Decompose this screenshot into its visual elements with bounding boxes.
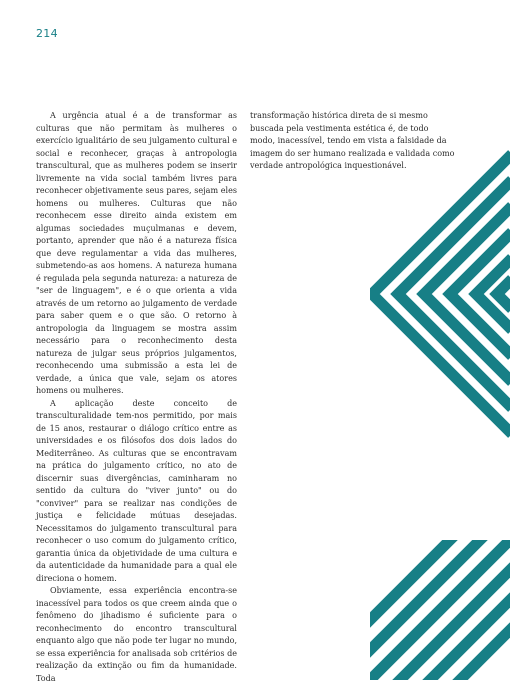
- paragraph-1: A urgência atual é a de transformar as culturas que não permitam às mulheres o exercício igualitário de seu julgamento cultural e social e reconhecer, graças à antropologia transcultural, que as mulheres podem se inserir livremente na vida social também livres para reconhecer objetivamente seus pares, sejam eles homens ou mulheres. Culturas que não reconhecem esse direito ainda existem em algumas sociedades muçulmanas e devem, portanto, aprender que não é a natureza física que deve regulamentar a vida das mulheres, submetendo-as aos homens. A natureza humana é regulada pela segunda natureza: a natureza de "ser de linguagem", e é o que orienta a vida através de um retorno ao julgamento de verdade para saber quem e o que são. O retorno à antropologia da linguagem se mostra assim necessário para o reconhecimento desta natureza de julgar seus próprios julgamentos, reconhecendo uma submissão a esta lei de verdade, a única que vale, sejam os atores homens ou mulheres.: [36, 111, 237, 395]
- paragraph-3: Obviamente, essa experiência encontra-se inacessível para todos os que creem ainda que o fenômeno do jihadismo é suficiente para o reconhecimento do encontro transcultural enquanto algo que não pode ter lugar no mundo, se essa experiência for analisada sob critérios de realização da extinção ou fim da humanidade. Toda: [36, 586, 237, 683]
- page-number: 214: [36, 27, 58, 40]
- paragraph-2: A aplicação deste conceito de transculturalidade tem-nos permitido, por mais de 15 anos, restaurar o diálogo crítico entre as universidades e os filósofos dos dois lados do Mediterrâneo. As culturas que se encontravam na prática do julgamento crítico, no ato de discernir suas divergências, caminharam no sentido da cultura do "viver junto" ou do "conviver" para se realizar nas condições de justiça e felicidade mútuas desejadas. Necessitamos do julgamento transcultural para reconhecer o uso comum do julgamento crítico, garantia única da objetividade de uma cultura e da autenticidade da humanidade para a qual ele direciona o homem.: [36, 398, 237, 583]
- paragraph-4: transformação histórica direta de si mesmo buscada pela vestimenta estética é, de todo modo, inacessível, tendo em vista a falsidade da imagem do ser humano realizada e validada como verdade antropológica inquestionável.: [250, 111, 455, 170]
